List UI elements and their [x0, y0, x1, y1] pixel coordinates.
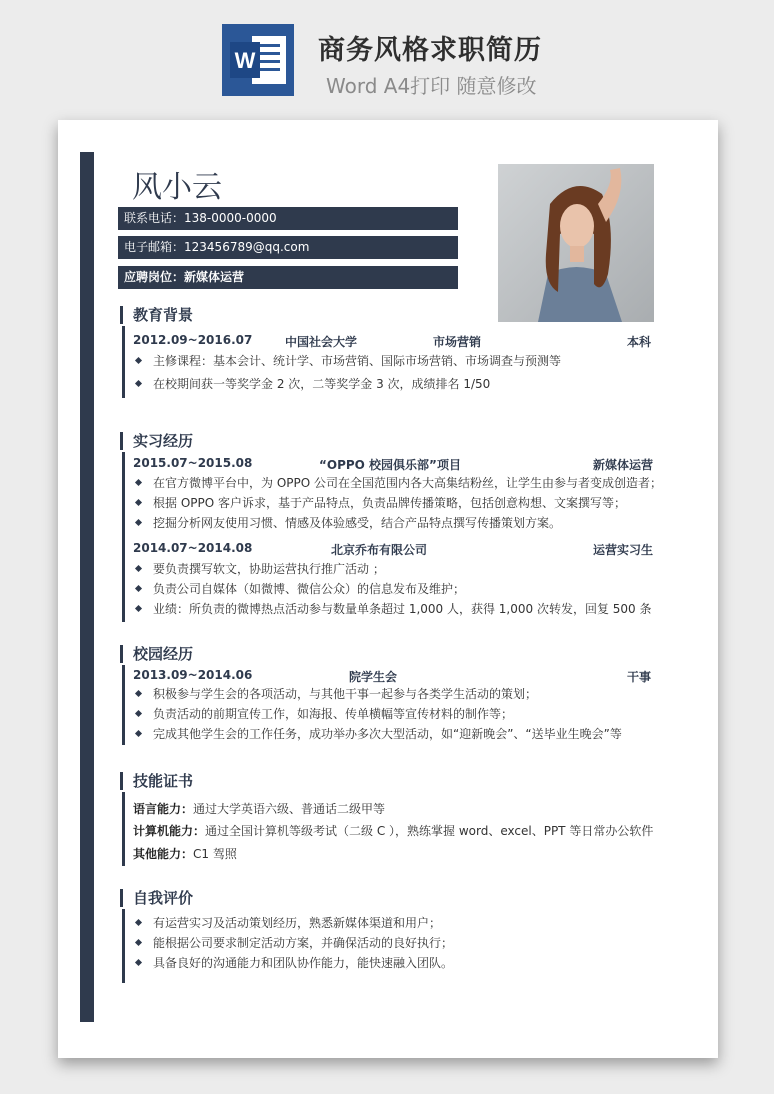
- contact-position: 应聘岗位：新媒体运营: [118, 266, 458, 289]
- section-title-skills: 技能证书: [120, 772, 193, 790]
- section-title-internship: 实习经历: [120, 432, 193, 450]
- internship-header-2: 2014.07~2014.08 北京乔布有限公司 运营实习生: [133, 541, 654, 557]
- profile-photo: [498, 164, 654, 322]
- section-title-education: 教育背景: [120, 306, 193, 324]
- left-accent-bar: [80, 152, 94, 1022]
- diamond-bullet-icon: [135, 690, 142, 697]
- section-rule-self: [122, 909, 125, 983]
- list-item: 具备良好的沟通能力和团队协作能力，能快速融入团队。: [133, 955, 663, 972]
- internship-header-1: 2015.07~2015.08 “OPPO 校园俱乐部”项目 新媒体运营: [133, 456, 654, 472]
- skill-other: 其他能力：C1 驾照: [133, 847, 237, 861]
- resume-paper: [58, 120, 718, 1058]
- skill-language: 语言能力：通过大学英语六级、普通话二级甲等: [133, 802, 386, 816]
- campus-header: 2013.09~2014.06 院学生会 干事: [133, 668, 652, 684]
- word-logo-icon: [222, 24, 294, 96]
- section-title-self: 自我评价: [120, 889, 193, 907]
- banner: [0, 0, 774, 110]
- section-rule-campus: [122, 665, 125, 745]
- section-title-campus: 校园经历: [120, 645, 193, 663]
- list-item: 负责活动的前期宣传工作，如海报、传单横幅等宣传材料的制作等；: [133, 706, 663, 723]
- diamond-bullet-icon: [135, 357, 142, 364]
- banner-subtitle: Word A4打印 随意修改: [326, 74, 537, 98]
- list-item: 主修课程：基本会计、统计学、市场营销、国际市场营销、市场调查与预测等: [133, 353, 663, 370]
- diamond-bullet-icon: [135, 730, 142, 737]
- banner-title: 商务风格求职简历: [318, 35, 542, 66]
- candidate-name: 风小云: [132, 170, 222, 205]
- svg-text:W: W: [234, 48, 256, 73]
- diamond-bullet-icon: [135, 565, 142, 572]
- diamond-bullet-icon: [135, 710, 142, 717]
- section-rule-internship: [122, 452, 125, 622]
- diamond-bullet-icon: [135, 380, 142, 387]
- list-item: 在校期间获一等奖学金 2 次，二等奖学金 3 次，成绩排名 1/50: [133, 376, 663, 393]
- diamond-bullet-icon: [135, 479, 142, 486]
- list-item: 要负责撰写软文，协助运营执行推广活动 ；: [133, 561, 663, 578]
- diamond-bullet-icon: [135, 499, 142, 506]
- diamond-bullet-icon: [135, 519, 142, 526]
- diamond-bullet-icon: [135, 939, 142, 946]
- education-header: 2012.09~2016.07 中国社会大学 市场营销 本科: [133, 333, 652, 349]
- list-item: 负责公司自媒体（如微博、微信公众）的信息发布及维护；: [133, 581, 663, 598]
- list-item: 完成其他学生会的工作任务，成功举办多次大型活动，如“迎新晚会”、“送毕业生晚会”等: [133, 726, 663, 743]
- section-rule-skills: [122, 792, 125, 866]
- diamond-bullet-icon: [135, 605, 142, 612]
- list-item: 能根据公司要求制定活动方案，并确保活动的良好执行；: [133, 935, 663, 952]
- list-item: 在官方微博平台中，为 OPPO 公司在全国范围内各大高集结粉丝，让学生由参与者变成创造者；: [133, 475, 663, 492]
- list-item: 业绩：所负责的微博热点活动参与数量单条超过 1,000 人，获得 1,000 次转发，回复 500 条: [133, 601, 663, 618]
- list-item: 有运营实习及活动策划经历，熟悉新媒体渠道和用户；: [133, 915, 663, 932]
- diamond-bullet-icon: [135, 919, 142, 926]
- contact-phone: 联系电话：138-0000-0000: [118, 207, 458, 230]
- contact-email: 电子邮箱：123456789@qq.com: [118, 236, 458, 259]
- list-item: 积极参与学生会的各项活动，与其他干事一起参与各类学生活动的策划；: [133, 686, 663, 703]
- list-item: 挖掘分析网友使用习惯、情感及体验感受，结合产品特点撰写传播策划方案。: [133, 515, 663, 532]
- skill-computer: 计算机能力：通过全国计算机等级考试（二级 C ），熟练掌握 word、excel、PPT 等日常办公软件: [133, 824, 654, 838]
- section-rule-education: [122, 326, 125, 398]
- list-item: 根据 OPPO 客户诉求，基于产品特点，负责品牌传播策略，包括创意构想、文案撰写等；: [133, 495, 663, 512]
- diamond-bullet-icon: [135, 959, 142, 966]
- diamond-bullet-icon: [135, 585, 142, 592]
